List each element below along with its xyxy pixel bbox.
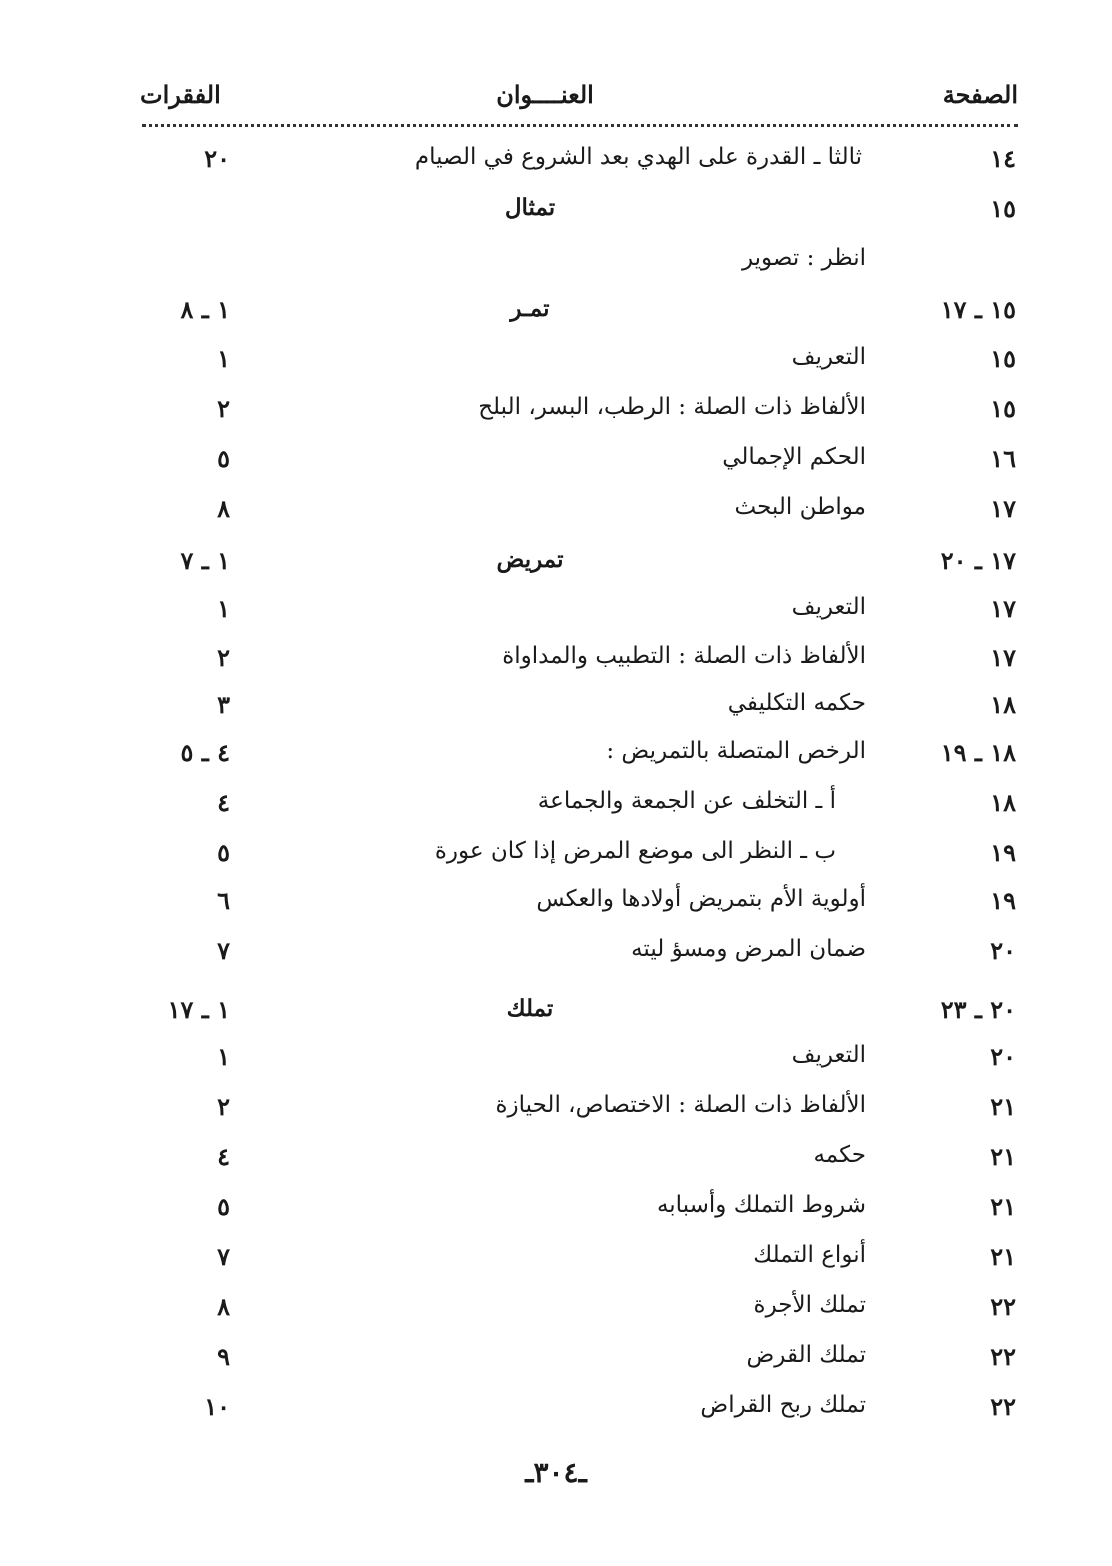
row-title: حكمه التكليفي — [727, 690, 866, 716]
row-paragraphs: ٨ — [217, 1292, 230, 1321]
dotted-divider — [142, 124, 1018, 127]
row-page: ٢٢ — [990, 1292, 1016, 1321]
row-paragraphs: ٥ — [217, 1192, 230, 1221]
row-paragraphs: ٩ — [217, 1342, 230, 1371]
row-title: الألفاظ ذات الصلة : الرطب، البسر، البلح — [478, 394, 866, 420]
row-page: ١٧ ـ ٢٠ — [940, 546, 1016, 575]
row-page: ٢١ — [990, 1092, 1016, 1121]
index-row — [0, 995, 1112, 1035]
index-row — [0, 295, 1112, 335]
index-row — [0, 194, 1112, 234]
row-title: حكمه — [813, 1142, 866, 1168]
row-paragraphs: ٢ — [217, 1092, 230, 1121]
row-page: ٢٠ ـ ٢٣ — [940, 995, 1016, 1024]
row-page: ٢٢ — [990, 1392, 1016, 1421]
index-row — [0, 1042, 1112, 1082]
index-row — [0, 1192, 1112, 1232]
row-paragraphs: ٤ — [217, 1142, 230, 1171]
entry-heading: تمـر — [510, 295, 550, 322]
row-paragraphs: ٨ — [217, 494, 230, 523]
index-row — [0, 245, 1112, 285]
row-title: تملك الأجرة — [753, 1292, 866, 1318]
index-row — [0, 344, 1112, 384]
index-row — [0, 886, 1112, 926]
row-paragraphs: ٢ — [217, 394, 230, 423]
footer-page-number: ـ٣٠٤ـ — [525, 1456, 587, 1489]
row-paragraphs: ٢٠ — [204, 144, 230, 173]
row-paragraphs: ٥ — [217, 838, 230, 867]
row-page: ١٩ — [990, 838, 1016, 867]
row-title: ثالثا ـ القدرة على الهدي بعد الشروع في الصيام — [414, 144, 862, 170]
row-paragraphs: ١٠ — [204, 1392, 230, 1421]
row-paragraphs: ٦ — [217, 886, 230, 915]
row-title: التعريف — [791, 1042, 866, 1068]
row-paragraphs: ٧ — [217, 1242, 230, 1271]
row-page: ١٧ — [990, 643, 1016, 672]
row-paragraphs: ١ — [217, 344, 230, 373]
index-row — [0, 444, 1112, 484]
row-paragraphs: ١ — [217, 594, 230, 623]
row-page: ١٦ — [990, 444, 1016, 473]
header-page-label: الصفحة — [942, 80, 1018, 109]
row-title: التعريف — [791, 594, 866, 620]
row-page: ١٨ — [990, 690, 1016, 719]
row-page: ١٧ — [990, 594, 1016, 623]
row-page: ٢٠ — [990, 936, 1016, 965]
row-paragraphs: ٥ — [217, 444, 230, 473]
index-row — [0, 144, 1112, 184]
index-row — [0, 738, 1112, 778]
row-title: الحكم الإجمالي — [722, 444, 866, 470]
row-paragraphs: ٤ ـ ٥ — [180, 738, 230, 767]
row-title: الرخص المتصلة بالتمريض : — [606, 738, 866, 764]
row-title: ضمان المرض ومسؤ ليته — [631, 936, 866, 962]
index-row — [0, 1292, 1112, 1332]
header-paragraphs-label: الفقرات — [140, 80, 221, 109]
row-paragraphs: ١ — [217, 1042, 230, 1071]
index-row — [0, 594, 1112, 634]
row-page: ١٤ — [990, 144, 1016, 173]
index-row — [0, 936, 1112, 976]
index-row — [0, 690, 1112, 730]
row-page: ١٥ ـ ١٧ — [940, 295, 1016, 324]
index-row — [0, 1142, 1112, 1182]
index-row — [0, 494, 1112, 534]
row-paragraphs: ٧ — [217, 936, 230, 965]
row-title: تملك القرض — [746, 1342, 866, 1368]
index-row — [0, 1342, 1112, 1382]
row-title: الألفاظ ذات الصلة : التطبيب والمداواة — [502, 643, 866, 669]
row-title: انظر : تصوير — [741, 245, 866, 271]
row-title: التعريف — [791, 344, 866, 370]
row-title: مواطن البحث — [734, 494, 866, 520]
entry-heading: تمريض — [496, 546, 564, 573]
entry-heading: تملك — [506, 995, 554, 1022]
row-page: ٢٢ — [990, 1342, 1016, 1371]
row-page: ٢١ — [990, 1142, 1016, 1171]
row-title: تملك ربح القراض — [700, 1392, 866, 1418]
row-title: الألفاظ ذات الصلة : الاختصاص، الحيازة — [495, 1092, 866, 1118]
index-row — [0, 788, 1112, 828]
row-title: ب ـ النظر الى موضع المرض إذا كان عورة — [434, 838, 836, 864]
row-title: أولوية الأم بتمريض أولادها والعكس — [536, 886, 866, 912]
row-page: ١٧ — [990, 494, 1016, 523]
index-row — [0, 394, 1112, 434]
index-row — [0, 1392, 1112, 1432]
row-page: ١٨ ـ ١٩ — [940, 738, 1016, 767]
header-title-label: العنــــوان — [496, 80, 594, 109]
row-page: ٢٠ — [990, 1042, 1016, 1071]
row-page: ٢١ — [990, 1192, 1016, 1221]
row-paragraphs: ٤ — [217, 788, 230, 817]
row-paragraphs: ١ ـ ١٧ — [167, 995, 230, 1024]
index-row — [0, 546, 1112, 586]
row-page: ٢١ — [990, 1242, 1016, 1271]
index-row — [0, 1092, 1112, 1132]
index-row — [0, 643, 1112, 683]
row-title: أنواع التملك — [753, 1242, 866, 1268]
row-paragraphs: ١ ـ ٧ — [180, 546, 230, 575]
row-paragraphs: ١ ـ ٨ — [180, 295, 230, 324]
index-row — [0, 1242, 1112, 1282]
row-title: شروط التملك وأسبابه — [656, 1192, 866, 1218]
row-page: ١٨ — [990, 788, 1016, 817]
entry-heading: تمثال — [504, 194, 556, 221]
row-page: ١٥ — [990, 394, 1016, 423]
row-page: ١٩ — [990, 886, 1016, 915]
row-title: أ ـ التخلف عن الجمعة والجماعة — [537, 788, 836, 814]
index-row — [0, 838, 1112, 878]
row-page: ١٥ — [990, 344, 1016, 373]
row-paragraphs: ٢ — [217, 643, 230, 672]
row-paragraphs: ٣ — [217, 690, 230, 719]
row-page: ١٥ — [990, 194, 1016, 223]
